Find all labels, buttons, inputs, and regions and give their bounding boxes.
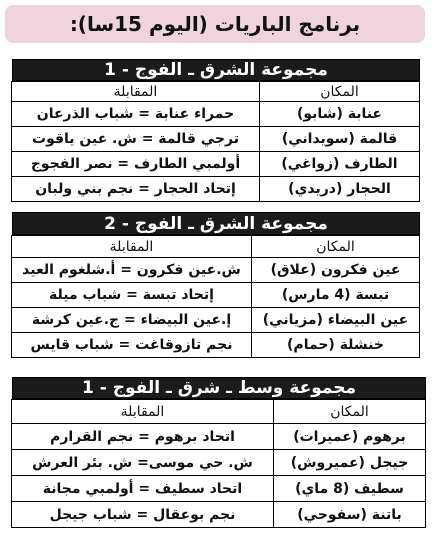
match-cell: اتحاد سطيف = أولمبي مجانة	[12, 476, 274, 502]
match-cell: إتحاد الحجار = نجم بني ولبان	[12, 177, 260, 202]
match-cell: إ.عين البيضاء = ج.عين كرشة	[12, 308, 252, 333]
table-row	[12, 102, 420, 127]
table-row	[12, 476, 426, 502]
table-row	[12, 177, 420, 202]
venue-cell: الطارف (زواغي)	[260, 152, 420, 177]
venue-cell: الحجار (دريدي)	[260, 177, 420, 202]
column-header-match: المقابلة	[12, 400, 274, 424]
venue-cell: برهوم (عميرات)	[274, 424, 426, 450]
group-header: مجموعة وسط ـ شرق ـ الفوج - 1	[12, 377, 426, 399]
table-row	[12, 152, 420, 177]
fixtures-table	[11, 235, 420, 358]
group-east-1	[12, 59, 420, 202]
venue-cell: باتنة (سفوحي)	[274, 502, 426, 528]
venue-cell: عين فكرون (علاق)	[252, 258, 420, 283]
match-cell: ش.عين فكرون = أ.شلغوم العيد	[12, 258, 252, 283]
match-cell: نجم بوعقال = شباب جيجل	[12, 502, 274, 528]
venue-cell: خنشلة (حمام)	[252, 333, 420, 358]
match-cell: اتحاد برهوم = نجم القرارم	[12, 424, 274, 450]
group-east-2	[12, 212, 420, 358]
group-header: مجموعة الشرق ـ الفوج - 1	[12, 59, 420, 81]
column-header-match: المقابلة	[12, 236, 252, 258]
page-title: برنامج الباريات (اليوم 15سا):	[5, 5, 425, 43]
fixtures-table	[11, 81, 420, 202]
table-header-row	[12, 400, 426, 424]
table-row	[12, 424, 426, 450]
table-row	[12, 258, 420, 283]
fixtures-table	[11, 399, 426, 528]
match-cell: ترجي قالمة = ش. عين ياقوت	[12, 127, 260, 152]
venue-cell: قالمة (سويداني)	[260, 127, 420, 152]
column-header-venue: المكان	[260, 82, 420, 102]
column-header-match: المقابلة	[12, 82, 260, 102]
match-cell: نجم تازوقاغت = شباب قايس	[12, 333, 252, 358]
column-header-venue: المكان	[252, 236, 420, 258]
group-header: مجموعة الشرق ـ الفوج - 2	[12, 212, 420, 235]
table-row	[12, 127, 420, 152]
venue-cell: تبسة (4 مارس)	[252, 283, 420, 308]
table-row	[12, 308, 420, 333]
table-header-row	[12, 82, 420, 102]
table-row	[12, 450, 426, 476]
venue-cell: سطيف (8 ماي)	[274, 476, 426, 502]
venue-cell: جيجل (عميروش)	[274, 450, 426, 476]
group-center-east-1	[12, 377, 426, 528]
match-cell: أولمبي الطارف = نصر الفجوج	[12, 152, 260, 177]
table-header-row	[12, 236, 420, 258]
match-cell: ش. حي موسى= ش. بئر العرش	[12, 450, 274, 476]
venue-cell: عين البيضاء (مزياني)	[252, 308, 420, 333]
venue-cell: عنابة (شابو)	[260, 102, 420, 127]
table-row	[12, 283, 420, 308]
column-header-venue: المكان	[274, 400, 426, 424]
match-cell: إتحاد تبسة = شباب ميلة	[12, 283, 252, 308]
table-row	[12, 333, 420, 358]
table-row	[12, 502, 426, 528]
match-cell: حمراء عنابة = شباب الذرعان	[12, 102, 260, 127]
